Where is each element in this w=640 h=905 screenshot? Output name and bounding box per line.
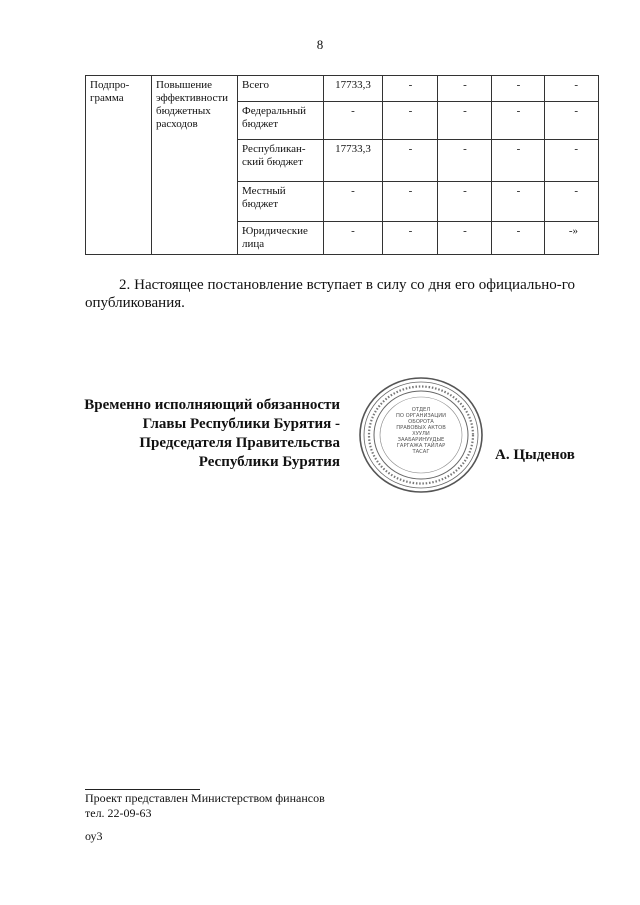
program-type-cell: Подпро- грамма <box>86 76 152 255</box>
table-row <box>86 76 599 102</box>
value-cell: - <box>438 102 492 140</box>
value-cell: - <box>383 182 438 222</box>
footnote <box>85 791 325 844</box>
value-cell: - <box>545 76 599 102</box>
signatory-title <box>70 396 340 472</box>
signatory-line: Республики Бурятия <box>198 454 340 470</box>
seal-inner-line: ПО ОРГАНИЗАЦИИ <box>395 413 447 419</box>
signatory-line: Временно исполняющий обязанности <box>84 397 340 413</box>
seal-inner-line: ГАРГАЖА ТАЙЛАР <box>396 443 446 449</box>
value-cell: - <box>383 222 438 255</box>
signatory-line: Председателя Правительства <box>139 435 340 451</box>
seal-inner-line: ЗААБАРИНУУДЫЕ <box>397 437 445 443</box>
seal-inner-line: ОТДЕЛ <box>411 407 431 413</box>
page-number: 8 <box>316 37 324 52</box>
budget-table <box>85 75 599 255</box>
value-cell: - <box>383 102 438 140</box>
value-cell: - <box>324 102 383 140</box>
value-cell: - <box>438 182 492 222</box>
value-cell: - <box>492 222 545 255</box>
value-cell: - <box>492 102 545 140</box>
value-cell: - <box>492 182 545 222</box>
funding-source-cell: Республикан- ский бюджет <box>238 140 324 182</box>
value-cell: - <box>492 76 545 102</box>
phone-line: тел. 22-09-63 <box>85 806 152 820</box>
seal-inner-line: ПРАВОВЫХ АКТОВ <box>396 425 446 431</box>
value-cell: 17733,3 <box>324 140 383 182</box>
seal-inner-line: ХУУЛИ <box>412 431 430 437</box>
value-cell: - <box>383 140 438 182</box>
value-cell: - <box>324 222 383 255</box>
funding-source-cell: Всего <box>238 76 324 102</box>
seal-inner-line: ТАСАГ <box>412 449 430 455</box>
value-cell: - <box>545 102 599 140</box>
official-seal <box>357 375 485 495</box>
funding-source-cell: Юридические лица <box>238 222 324 255</box>
value-cell: - <box>438 222 492 255</box>
funding-source-cell: Местный бюджет <box>238 182 324 222</box>
effective-date-paragraph: 2. Настоящее постановление вступает в силу со дня его официально-го опубликования. <box>85 277 575 311</box>
value-cell: 17733,3 <box>324 76 383 102</box>
value-cell: - <box>438 140 492 182</box>
value-cell: -» <box>545 222 599 255</box>
value-cell: - <box>545 140 599 182</box>
value-cell: - <box>438 76 492 102</box>
funding-source-cell: Федеральный бюджет <box>238 102 324 140</box>
signer-name: А. Цыденов <box>495 447 575 463</box>
value-cell: - <box>324 182 383 222</box>
program-name-cell: Повышение эффективности бюджетных расходов <box>152 76 238 255</box>
value-cell: - <box>383 76 438 102</box>
signatory-line: Главы Республики Бурятия - <box>142 416 340 432</box>
value-cell: - <box>492 140 545 182</box>
footnote-divider <box>85 789 200 790</box>
document-code: оу3 <box>85 829 103 843</box>
value-cell: - <box>545 182 599 222</box>
seal-inner-line: ОБОРОТА <box>408 419 434 425</box>
prepared-by-line: Проект представлен Министерством финансов <box>85 791 325 805</box>
